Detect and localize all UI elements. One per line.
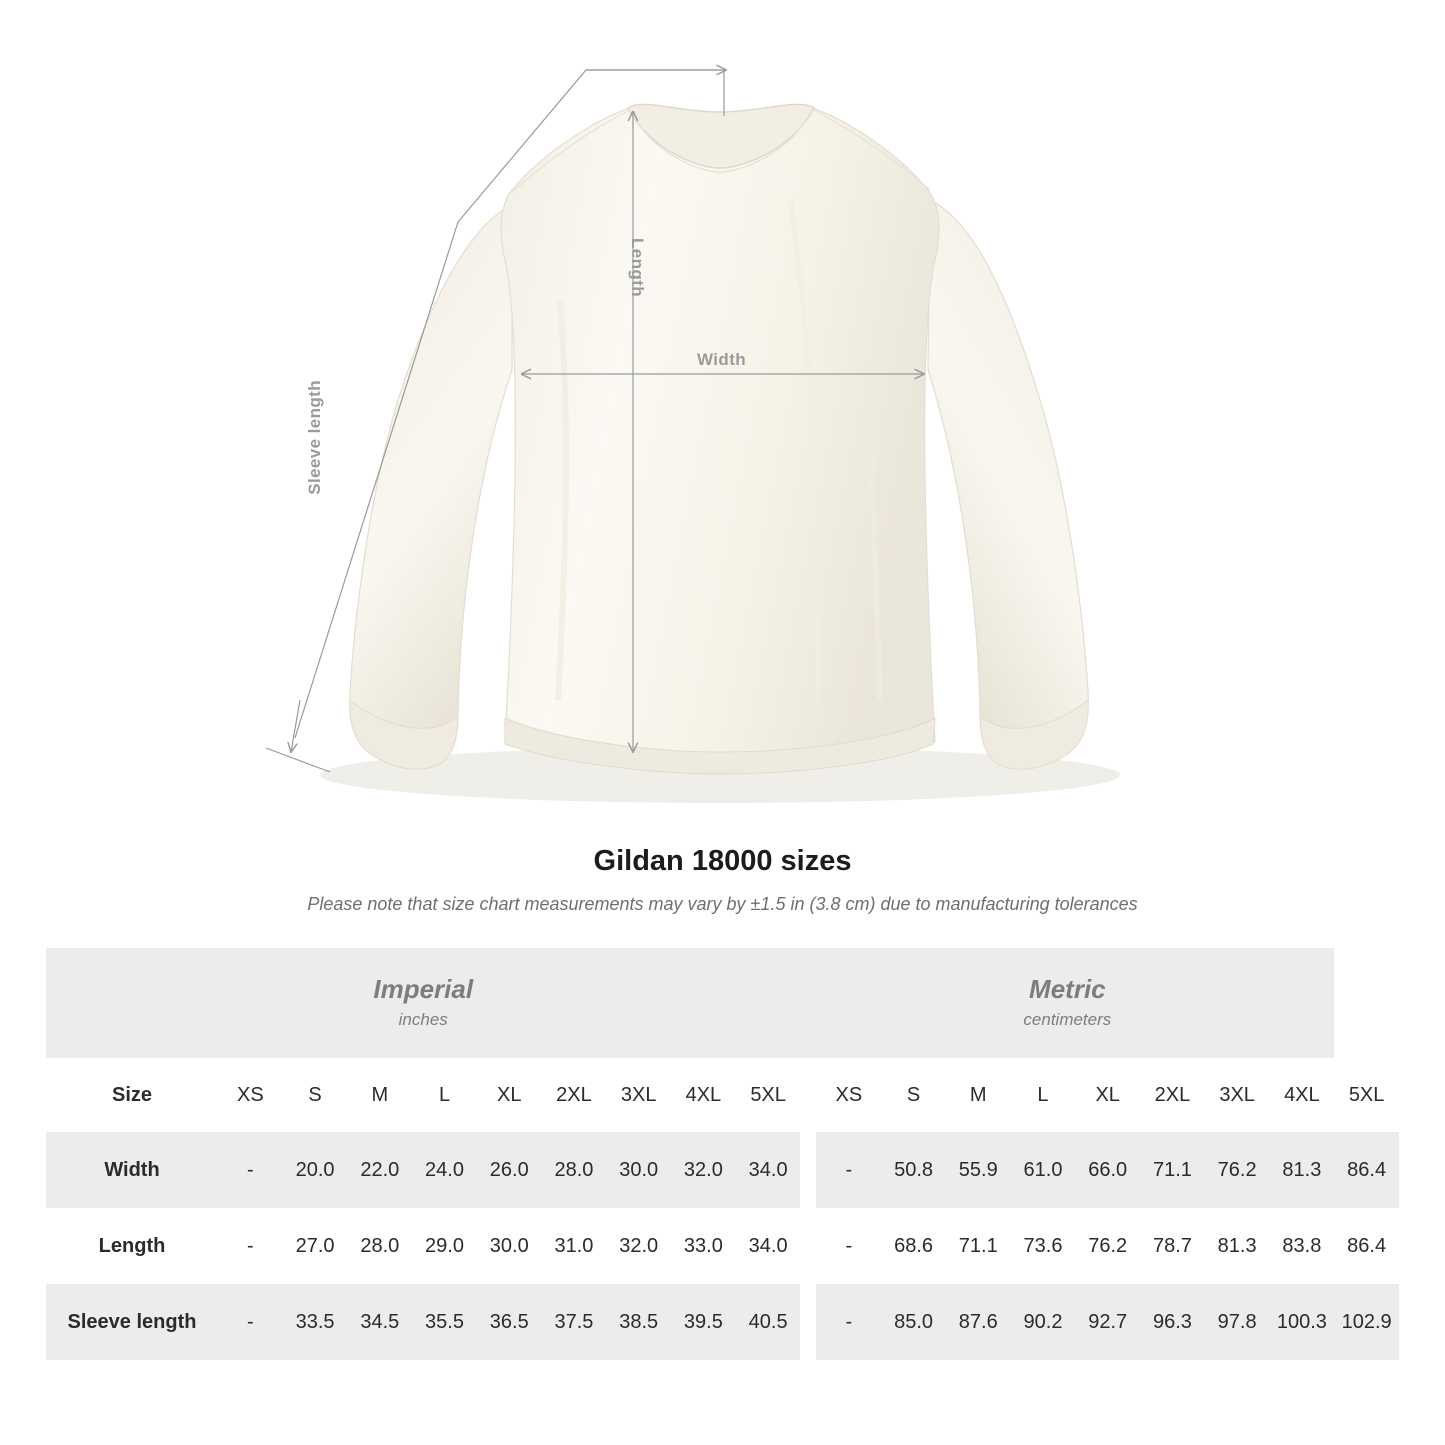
cell-length-in-xs: - bbox=[218, 1208, 283, 1284]
header-imperial-xl: XL bbox=[477, 1058, 542, 1132]
cell-sleeve-cm-4xl: 100.3 bbox=[1270, 1284, 1335, 1360]
metric-unit-cell bbox=[800, 948, 1334, 1058]
tolerance-note: Please note that size chart measurements may vary by ±1.5 in (3.8 cm) due to manufacturing tolerances bbox=[307, 894, 1138, 914]
imperial-subtitle: inches bbox=[398, 1009, 448, 1029]
header-imperial-3xl: 3XL bbox=[606, 1058, 671, 1132]
cell-length-in-3xl: 32.0 bbox=[606, 1208, 671, 1284]
cell-width-cm-xl: 66.0 bbox=[1075, 1132, 1140, 1208]
page-title: Gildan 18000 sizes bbox=[593, 845, 852, 877]
cell-width-cm-m: 55.9 bbox=[946, 1132, 1011, 1208]
title-block bbox=[0, 845, 1445, 915]
header-metric-s: S bbox=[881, 1058, 946, 1132]
header-size: Size bbox=[46, 1058, 218, 1132]
column-gap bbox=[800, 1132, 816, 1208]
cell-length-in-s: 27.0 bbox=[283, 1208, 348, 1284]
cell-length-in-5xl: 34.0 bbox=[736, 1208, 801, 1284]
unit-header-row bbox=[46, 948, 1399, 1058]
header-imperial-2xl: 2XL bbox=[542, 1058, 607, 1132]
header-metric-4xl: 4XL bbox=[1270, 1058, 1335, 1132]
cell-width-cm-2xl: 71.1 bbox=[1140, 1132, 1205, 1208]
cell-sleeve-in-2xl: 37.5 bbox=[542, 1284, 607, 1360]
table-row-length bbox=[46, 1208, 1399, 1284]
cell-length-in-m: 28.0 bbox=[347, 1208, 412, 1284]
table-row-width bbox=[46, 1132, 1399, 1208]
cell-sleeve-cm-l: 90.2 bbox=[1011, 1284, 1076, 1360]
cell-sleeve-in-3xl: 38.5 bbox=[606, 1284, 671, 1360]
cell-sleeve-in-s: 33.5 bbox=[283, 1284, 348, 1360]
column-gap bbox=[800, 1284, 816, 1360]
cell-sleeve-in-4xl: 39.5 bbox=[671, 1284, 736, 1360]
cell-width-cm-l: 61.0 bbox=[1011, 1132, 1076, 1208]
row-label-sleeve-length: Sleeve length bbox=[46, 1284, 218, 1360]
cell-length-cm-s: 68.6 bbox=[881, 1208, 946, 1284]
cell-sleeve-in-m: 34.5 bbox=[347, 1284, 412, 1360]
header-imperial-xs: XS bbox=[218, 1058, 283, 1132]
diagram-label-width: Width bbox=[697, 350, 747, 369]
header-imperial-l: L bbox=[412, 1058, 477, 1132]
cell-width-cm-s: 50.8 bbox=[881, 1132, 946, 1208]
cell-length-cm-xl: 76.2 bbox=[1075, 1208, 1140, 1284]
imperial-unit-cell bbox=[46, 948, 800, 1058]
cell-sleeve-in-xl: 36.5 bbox=[477, 1284, 542, 1360]
size-header-row bbox=[46, 1058, 1399, 1132]
row-label-length: Length bbox=[46, 1208, 218, 1284]
metric-title: Metric bbox=[1029, 974, 1106, 1005]
header-imperial-m: M bbox=[347, 1058, 412, 1132]
header-metric-5xl: 5XL bbox=[1334, 1058, 1399, 1132]
cell-width-in-4xl: 32.0 bbox=[671, 1132, 736, 1208]
cell-width-cm-xs: - bbox=[816, 1132, 881, 1208]
cell-length-in-xl: 30.0 bbox=[477, 1208, 542, 1284]
cell-width-in-s: 20.0 bbox=[283, 1132, 348, 1208]
cell-width-in-xs: - bbox=[218, 1132, 283, 1208]
cell-width-in-xl: 26.0 bbox=[477, 1132, 542, 1208]
cell-sleeve-cm-2xl: 96.3 bbox=[1140, 1284, 1205, 1360]
cell-width-in-3xl: 30.0 bbox=[606, 1132, 671, 1208]
cell-sleeve-cm-s: 85.0 bbox=[881, 1284, 946, 1360]
cell-sleeve-cm-xs: - bbox=[816, 1284, 881, 1360]
cell-sleeve-cm-m: 87.6 bbox=[946, 1284, 1011, 1360]
cell-width-cm-4xl: 81.3 bbox=[1270, 1132, 1335, 1208]
header-metric-3xl: 3XL bbox=[1205, 1058, 1270, 1132]
cell-length-cm-5xl: 86.4 bbox=[1334, 1208, 1399, 1284]
cell-width-in-5xl: 34.0 bbox=[736, 1132, 801, 1208]
table-row-sleeve-length bbox=[46, 1284, 1399, 1360]
header-imperial-4xl: 4XL bbox=[671, 1058, 736, 1132]
cell-length-cm-3xl: 81.3 bbox=[1205, 1208, 1270, 1284]
size-table-container bbox=[46, 948, 1399, 1360]
cell-length-in-l: 29.0 bbox=[412, 1208, 477, 1284]
row-label-width: Width bbox=[46, 1132, 218, 1208]
cell-length-cm-m: 71.1 bbox=[946, 1208, 1011, 1284]
cell-length-in-4xl: 33.0 bbox=[671, 1208, 736, 1284]
imperial-title: Imperial bbox=[373, 974, 474, 1005]
cell-width-cm-3xl: 76.2 bbox=[1205, 1132, 1270, 1208]
cell-width-in-m: 22.0 bbox=[347, 1132, 412, 1208]
diagram-label-sleeve-length: Sleeve length bbox=[305, 380, 324, 495]
cell-width-in-l: 24.0 bbox=[412, 1132, 477, 1208]
header-metric-l: L bbox=[1011, 1058, 1076, 1132]
cell-sleeve-cm-5xl: 102.9 bbox=[1334, 1284, 1399, 1360]
cell-length-cm-xs: - bbox=[816, 1208, 881, 1284]
cell-sleeve-in-5xl: 40.5 bbox=[736, 1284, 801, 1360]
cell-sleeve-cm-xl: 92.7 bbox=[1075, 1284, 1140, 1360]
cell-length-cm-2xl: 78.7 bbox=[1140, 1208, 1205, 1284]
cell-sleeve-in-xs: - bbox=[218, 1284, 283, 1360]
column-gap bbox=[800, 1208, 816, 1284]
cell-sleeve-cm-3xl: 97.8 bbox=[1205, 1284, 1270, 1360]
header-metric-xs: XS bbox=[816, 1058, 881, 1132]
header-metric-2xl: 2XL bbox=[1140, 1058, 1205, 1132]
cell-length-cm-4xl: 83.8 bbox=[1270, 1208, 1335, 1284]
metric-subtitle: centimeters bbox=[1023, 1009, 1112, 1029]
header-metric-m: M bbox=[946, 1058, 1011, 1132]
cell-length-in-2xl: 31.0 bbox=[542, 1208, 607, 1284]
header-metric-xl: XL bbox=[1075, 1058, 1140, 1132]
cell-width-in-2xl: 28.0 bbox=[542, 1132, 607, 1208]
header-imperial-5xl: 5XL bbox=[736, 1058, 801, 1132]
column-gap bbox=[800, 1058, 816, 1132]
cell-sleeve-in-l: 35.5 bbox=[412, 1284, 477, 1360]
size-table bbox=[46, 948, 1399, 1360]
header-imperial-s: S bbox=[283, 1058, 348, 1132]
diagram-label-length: Length bbox=[628, 238, 647, 298]
cell-width-cm-5xl: 86.4 bbox=[1334, 1132, 1399, 1208]
cell-length-cm-l: 73.6 bbox=[1011, 1208, 1076, 1284]
